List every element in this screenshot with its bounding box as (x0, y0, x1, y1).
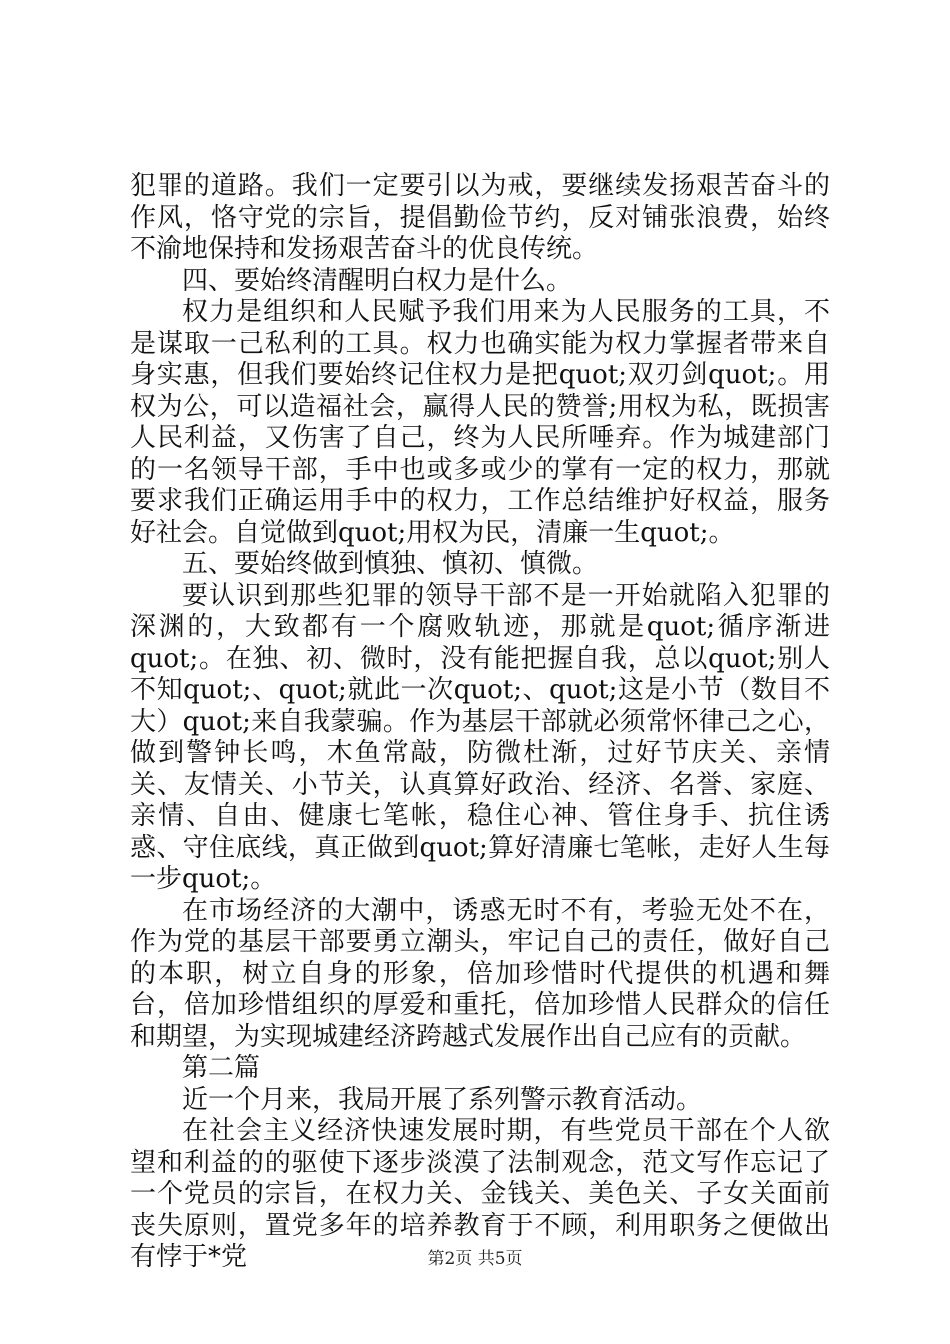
paragraph-market-economy: 在市场经济的大潮中，诱惑无时不有，考验无处不在，作为党的基层干部要勇立潮头，牢记自己的责任，做好自己的本职，树立自身的形象，倍加珍惜时代提供的机遇和舞台，倍加珍惜组织的厚爱和重托，倍加珍惜人民群众的信任和期望，为实现城建经济跨越式发展作出自己应有的贡献。 (130, 895, 830, 1052)
page-number-footer: 第2页 共5页 (427, 1249, 523, 1269)
paragraph-socialist-economy: 在社会主义经济快速发展时期，有些党员干部在个人欲望和利益的的驱使下逐步淡漠了法制观念，范文写作忘记了一个党员的宗旨，在权力关、金钱关、美色关、子女关面前丧失原则，置党多年的培养教育于不顾，利用职务之便做出有悖于*党 (130, 1116, 830, 1272)
part-two-heading: 第二篇 (182, 1053, 261, 1083)
paragraph-power: 权力是组织和人民赋予我们用来为人民服务的工具，不是谋取一己私利的工具。权力也确实能为权力掌握者带来自身实惠，但我们要始终记住权力是把quot;双刃剑quot;。用权为公，可以造福社会，赢得人民的赞誉;用权为私，既损害人民利益，又伤害了自己，终为人民所唾弃。作为城建部门的一名领导干部，手中也或多或少的掌有一定的权力，那就要求我们正确运用手中的权力，工作总结维护好权益，服务好社会。自觉做到quot;用权为民，清廉一生quot;。 (130, 297, 830, 548)
section-heading-four: 四、要始终清醒明白权力是什么。 (182, 265, 573, 296)
document-body (130, 171, 830, 1274)
paragraph-recent-month: 近一个月来，我局开展了系列警示教育活动。 (182, 1084, 703, 1115)
paragraph-caution: 要认识到那些犯罪的领导干部不是一开始就陷入犯罪的深渊的，大致都有一个腐败轨迹，那就是quot;循序渐进quot;。在独、初、微时，没有能把握自我，总以quot;别人不知quot;、quot;就此一次quot;、quot;这是小节（数目不大）quot;来自我蒙骗。作为基层干部就必须常怀律己之心，做到警钟长鸣，木鱼常敲，防微杜渐，过好节庆关、亲情关、友情关、小节关，认真算好政治、经济、名誉、家庭、亲情、自由、健康七笔帐，稳住心神、管住身手、抗住诱惑、守住底线，真正做到quot;算好清廉七笔帐，走好人生每一步quot;。 (130, 580, 830, 894)
section-heading-five: 五、要始终做到慎独、慎初、慎微。 (182, 549, 599, 579)
paragraph-continuation: 犯罪的道路。我们一定要引以为戒，要继续发扬艰苦奋斗的作风，恪守党的宗旨，提倡勤俭节约，反对铺张浪费，始终不渝地保持和发扬艰苦奋斗的优良传统。 (130, 171, 830, 264)
